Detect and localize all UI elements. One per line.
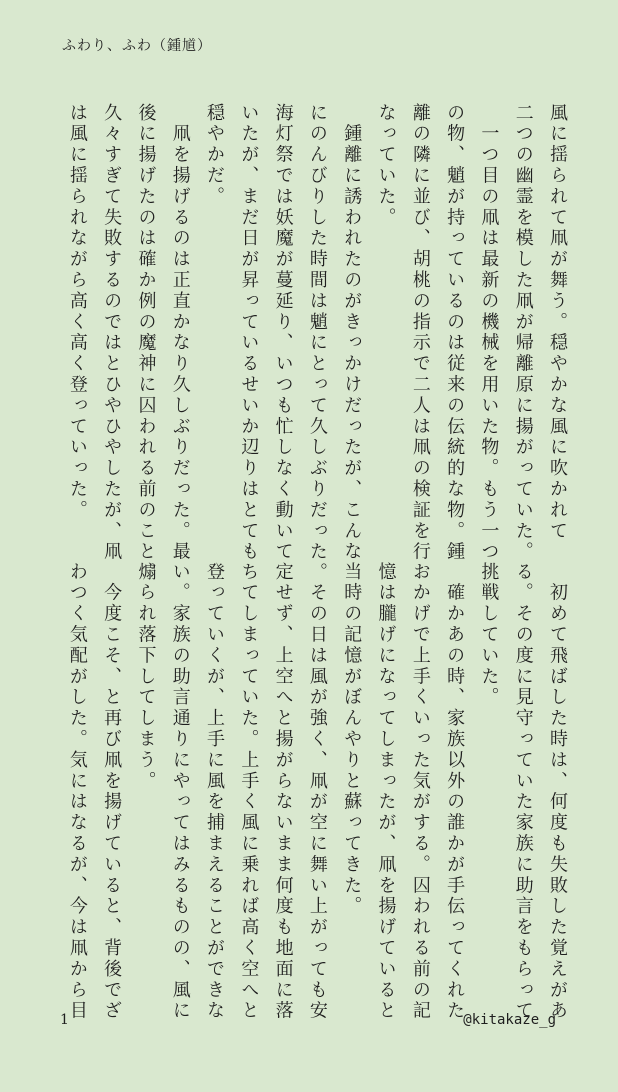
page-number: 1 — [60, 1012, 69, 1028]
text-block-lower: 初めて飛ばした時は、何度も失敗した覚えがあ る。その度に見守っていた家族に助言をもらって 挑戦していた。 確かあの時、家族以外の誰かが手伝ってくれた おかげで上手くいった気がする。囚われる前の記 憶は朧げになってしまったが、凧を揚げていると 当時の記憶がぼんやりと蘇ってきた。 その日は風が強く、凧が空に舞い上がっても安 定せず、上空へと揚がらないまま何度も地面に落 ちてしまっていた。上手く風に乗れば高く空へと 登っていくが、上手に風を捕まえることができな い。家族の助言通りにやってはみるものの、風に 煽られ落下してしまう。 今度こそ、と再び凧を揚げていると、背後でざ わつく気配がした。気にはなるが、今は凧から目 — [66, 562, 568, 1022]
text-block-upper: 風に揺られて凧が舞う。穏やかな風に吹かれて 二つの幽霊を模した凧が帰離原に揚がっていた。 一つ目の凧は最新の機械を用いた物。もう一つ の物、魈が持っているのは従来の伝統的な物。鍾 離の隣に並び、胡桃の指示で二人は凧の検証を行 なっていた。 鍾離に誘われたのがきっかけだったが、こんな にのんびりした時間は魈にとって久しぶりだった。 海灯祭では妖魔が蔓延り、いつも忙しなく動いて いたが、まだ日が昇っているせいか辺りはとても 穏やかだ。 凧を揚げるのは正直かなり久しぶりだった。最 後に揚げたのは確か例の魔神に囚われる前のこと。 久々すぎて失敗するのではとひやひやしたが、凧 は風に揺られながら高く高く登っていった。 — [66, 103, 568, 584]
author-handle: @kitakaze_g — [463, 1012, 556, 1028]
page-title: ふわり、ふわ（鍾馗） — [62, 38, 212, 54]
